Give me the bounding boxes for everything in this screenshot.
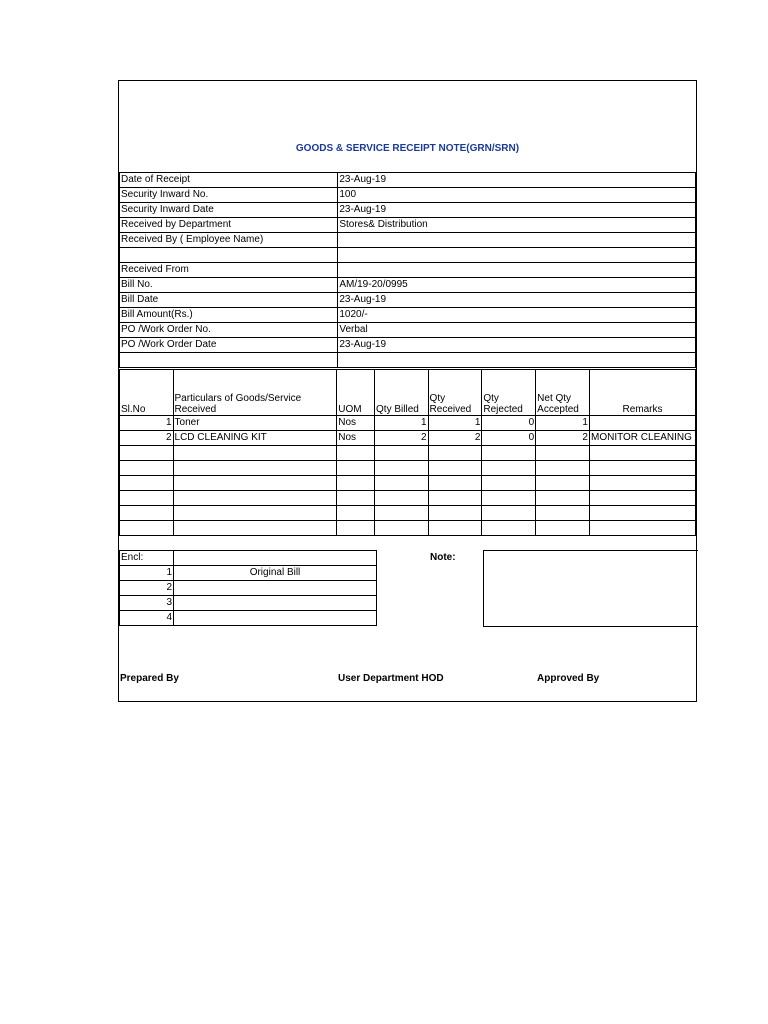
- cell-qty-billed: 1: [375, 416, 429, 431]
- cell-qty-rejected: 0: [482, 416, 536, 431]
- cell-net-qty: [536, 476, 590, 491]
- encl-no: 1: [120, 566, 174, 581]
- cell-particulars: [173, 521, 337, 536]
- cell-remarks: [589, 461, 695, 476]
- cell-qty-billed: [375, 446, 429, 461]
- cell-qty-rejected: [482, 446, 536, 461]
- cell-net-qty: [536, 506, 590, 521]
- header-remarks: Remarks: [589, 370, 695, 416]
- encl-label: Encl:: [120, 551, 174, 566]
- encl-header-blank: [174, 551, 377, 566]
- info-label: Date of Receipt: [120, 173, 338, 188]
- list-item: [120, 566, 377, 581]
- info-label: Bill No.: [120, 278, 338, 293]
- header-particulars: Particulars of Goods/Service Received: [173, 370, 337, 416]
- info-label: Security Inward Date: [120, 203, 338, 218]
- info-value: [338, 263, 696, 278]
- info-value: 23-Aug-19: [338, 293, 696, 308]
- cell-qty-billed: [375, 461, 429, 476]
- info-value: 100: [338, 188, 696, 203]
- table-row: [120, 431, 696, 446]
- info-row: [120, 293, 696, 308]
- cell-qty-billed: [375, 506, 429, 521]
- encl-text: [174, 581, 377, 596]
- note-box: [483, 550, 698, 627]
- info-label: PO /Work Order No.: [120, 323, 338, 338]
- encl-no: 4: [120, 611, 174, 626]
- info-value: 23-Aug-19: [338, 338, 696, 353]
- cell-sl: [120, 476, 174, 491]
- cell-uom: Nos: [337, 431, 375, 446]
- info-label: Received By ( Employee Name): [120, 233, 338, 248]
- cell-qty-received: 2: [428, 431, 482, 446]
- info-label: Bill Date: [120, 293, 338, 308]
- items-header-row: [120, 370, 696, 416]
- info-row: [120, 248, 696, 263]
- cell-particulars: [173, 461, 337, 476]
- header-sl-no: Sl.No: [120, 370, 174, 416]
- cell-qty-rejected: [482, 506, 536, 521]
- table-row: [120, 521, 696, 536]
- encl-text: [174, 611, 377, 626]
- info-value: 1020/-: [338, 308, 696, 323]
- cell-net-qty: 2: [536, 431, 590, 446]
- info-label: Security Inward No.: [120, 188, 338, 203]
- info-value: AM/19-20/0995: [338, 278, 696, 293]
- cell-qty-billed: 2: [375, 431, 429, 446]
- info-row: [120, 308, 696, 323]
- cell-particulars: [173, 446, 337, 461]
- header-uom: UOM: [337, 370, 375, 416]
- list-item: [120, 596, 377, 611]
- cell-uom: [337, 461, 375, 476]
- info-label: [120, 248, 338, 263]
- cell-sl: 2: [120, 431, 174, 446]
- encl-no: 3: [120, 596, 174, 611]
- cell-qty-received: [428, 506, 482, 521]
- cell-uom: [337, 476, 375, 491]
- cell-net-qty: [536, 521, 590, 536]
- cell-net-qty: [536, 461, 590, 476]
- info-row: [120, 353, 696, 368]
- encl-header-row: [120, 551, 377, 566]
- cell-particulars: [173, 491, 337, 506]
- info-label: Bill Amount(Rs.): [120, 308, 338, 323]
- cell-remarks: [589, 416, 695, 431]
- list-item: [120, 581, 377, 596]
- cell-particulars: [173, 506, 337, 521]
- cell-qty-rejected: [482, 521, 536, 536]
- table-row: [120, 491, 696, 506]
- info-label: Received by Department: [120, 218, 338, 233]
- cell-qty-billed: [375, 491, 429, 506]
- info-row: [120, 188, 696, 203]
- cell-uom: Nos: [337, 416, 375, 431]
- header-qty-received: Qty Received: [428, 370, 482, 416]
- info-row: [120, 203, 696, 218]
- enclosures-table: [119, 550, 377, 626]
- info-row: [120, 218, 696, 233]
- cell-qty-received: [428, 521, 482, 536]
- cell-particulars: Toner: [173, 416, 337, 431]
- cell-uom: [337, 521, 375, 536]
- cell-qty-received: [428, 476, 482, 491]
- cell-uom: [337, 446, 375, 461]
- info-row: [120, 263, 696, 278]
- cell-sl: 1: [120, 416, 174, 431]
- cell-qty-rejected: [482, 461, 536, 476]
- info-row: [120, 278, 696, 293]
- cell-qty-received: [428, 446, 482, 461]
- info-row: [120, 338, 696, 353]
- user-dept-hod-label: User Department HOD: [338, 673, 444, 684]
- info-label: [120, 353, 338, 368]
- cell-qty-rejected: [482, 491, 536, 506]
- info-value: Verbal: [338, 323, 696, 338]
- info-row: [120, 173, 696, 188]
- cell-remarks: [589, 506, 695, 521]
- list-item: [120, 611, 377, 626]
- cell-qty-rejected: 0: [482, 431, 536, 446]
- grn-form: [118, 80, 697, 702]
- cell-remarks: [589, 491, 695, 506]
- cell-uom: [337, 506, 375, 521]
- cell-qty-rejected: [482, 476, 536, 491]
- cell-net-qty: [536, 491, 590, 506]
- info-value: [338, 233, 696, 248]
- table-row: [120, 446, 696, 461]
- encl-text: [174, 596, 377, 611]
- cell-qty-received: [428, 491, 482, 506]
- receipt-info-table: [119, 172, 696, 368]
- cell-qty-billed: [375, 476, 429, 491]
- cell-remarks: [589, 476, 695, 491]
- cell-sl: [120, 506, 174, 521]
- table-row: [120, 476, 696, 491]
- info-label: PO /Work Order Date: [120, 338, 338, 353]
- cell-remarks: MONITOR CLEANING: [589, 431, 695, 446]
- cell-sl: [120, 491, 174, 506]
- cell-net-qty: 1: [536, 416, 590, 431]
- encl-no: 2: [120, 581, 174, 596]
- approved-by-label: Approved By: [537, 673, 600, 684]
- cell-particulars: [173, 476, 337, 491]
- info-value: [338, 353, 696, 368]
- encl-text: Original Bill: [174, 566, 377, 581]
- note-label: Note:: [430, 552, 456, 563]
- cell-remarks: [589, 521, 695, 536]
- cell-qty-billed: [375, 521, 429, 536]
- info-row: [120, 323, 696, 338]
- cell-particulars: LCD CLEANING KIT: [173, 431, 337, 446]
- info-value: 23-Aug-19: [338, 173, 696, 188]
- info-value: [338, 248, 696, 263]
- cell-sl: [120, 521, 174, 536]
- info-value: 23-Aug-19: [338, 203, 696, 218]
- header-qty-billed: Qty Billed: [375, 370, 429, 416]
- form-title: GOODS & SERVICE RECEIPT NOTE(GRN/SRN): [295, 143, 520, 154]
- header-qty-rejected: Qty Rejected: [482, 370, 536, 416]
- table-row: [120, 461, 696, 476]
- info-row: [120, 233, 696, 248]
- prepared-by-label: Prepared By: [120, 673, 179, 684]
- cell-sl: [120, 446, 174, 461]
- info-label: Received From: [120, 263, 338, 278]
- cell-net-qty: [536, 446, 590, 461]
- header-net-qty: Net Qty Accepted: [536, 370, 590, 416]
- cell-remarks: [589, 446, 695, 461]
- cell-uom: [337, 491, 375, 506]
- items-table: [119, 369, 696, 536]
- info-value: Stores& Distribution: [338, 218, 696, 233]
- cell-qty-received: 1: [428, 416, 482, 431]
- cell-sl: [120, 461, 174, 476]
- cell-qty-received: [428, 461, 482, 476]
- table-row: [120, 416, 696, 431]
- table-row: [120, 506, 696, 521]
